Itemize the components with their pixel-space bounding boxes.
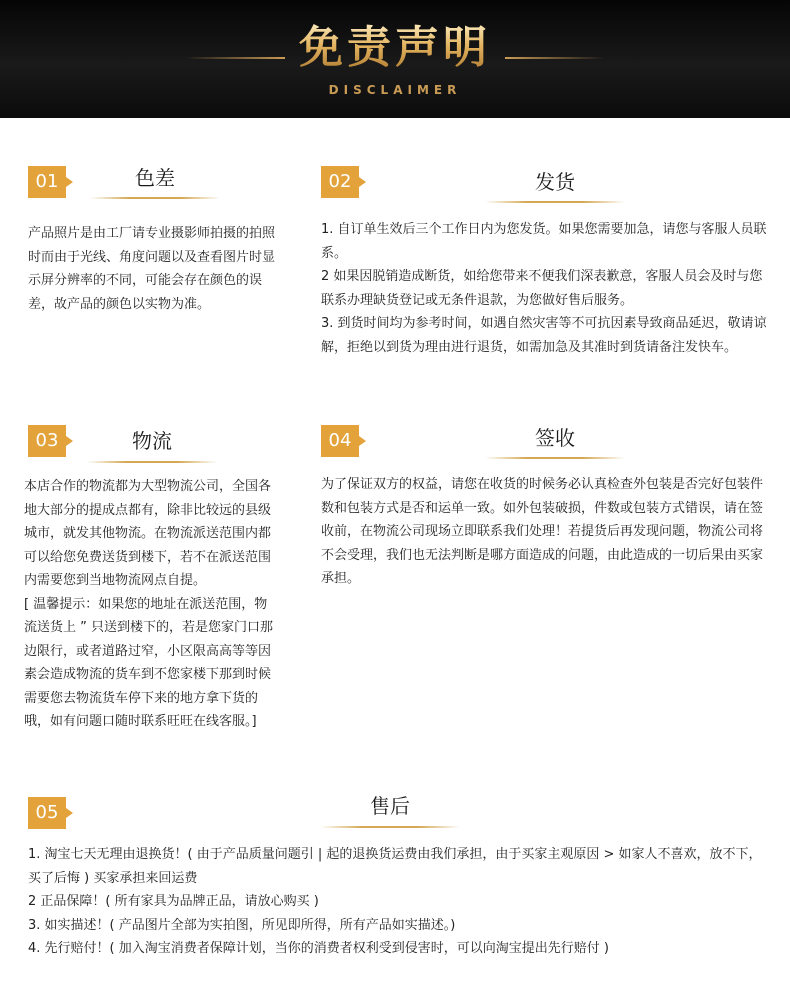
disclaimer-banner — [0, 0, 790, 118]
section-paragraph: 为了保证双方的权益，请您在收货的时候务必认真检查外包装是否完好包装件数和包装方式是否和运单一致。如外包装破损，件数或包装方式错误，请在签收前，在物流公司现场立即联系我们处理！若提货后再发现问题，物流公司将不会受理，我们也无法判断是哪方面造成的问题，由此造成的一切后果由买家承担。 — [321, 477, 764, 586]
section-heading: 售后 — [370, 794, 410, 818]
section-heading: 发货 — [535, 170, 575, 194]
section-paragraph: 3. 到货时间均为参考时间，如遇自然灾害等不可抗因素导致商品延迟，敬请谅解，拒绝以到货为理由进行退货，如需加急及其准时到货请备注发快车。 — [321, 316, 767, 355]
section-paragraph: 4. 先行赔付！( 加入淘宝消费者保障计划，当你的消费者权利受到侵害时，可以向淘宝提出先行赔付 ) — [28, 941, 609, 956]
section-heading: 色差 — [135, 166, 175, 190]
section-body — [28, 843, 768, 961]
heading-underline — [90, 197, 220, 199]
section-paragraph: 2 正品保障！( 所有家具为品牌正品，请放心购买 ) — [28, 894, 319, 909]
section-number: 01 — [28, 166, 66, 198]
heading-underline — [320, 826, 460, 828]
section-paragraph: 本店合作的物流都为大型物流公司，全国各地大部分的提成点都有，除非比较远的县级城市，就发其他物流。在物流派送范围内都可以给您免费送货到楼下，若不在派送范围内需要您到当地物流网点自提。 — [24, 479, 272, 588]
section-paragraph: 1. 自订单生效后三个工作日内为您发货。如果您需要加急，请您与客服人员联系。 — [321, 222, 767, 261]
section-paragraph: 1. 淘宝七天无理由退换货！( 由于产品质量问题引 | 起的退换货运费由我们承担，由于买家主观原因 > 如家人不喜欢，放不下，买了后悔 ) 买家承担来回运费 — [28, 847, 762, 886]
section-number: 04 — [321, 425, 359, 457]
section-paragraph: 3. 如实描述！( 产品图片全部为实拍图，所见即所得，所有产品如实描述。) — [28, 917, 456, 933]
section-body — [321, 218, 771, 359]
heading-underline — [87, 461, 217, 463]
heading-underline — [485, 457, 625, 459]
heading-underline — [485, 201, 625, 203]
section-body — [321, 473, 771, 591]
section-heading: 物流 — [132, 429, 172, 453]
section-heading: 签收 — [535, 426, 575, 450]
section-number: 05 — [28, 797, 66, 829]
banner-title: 免责声明 — [0, 20, 790, 76]
section-paragraph: [ 温馨提示：如果您的地址在派送范围，物流送货上 ” 只送到楼下的，若是您家门口那边限行，或者道路过窄，小区限高高等等因素会造成物流的货车到不您家楼下那到时候需要您去物流货车停下来的地方拿下货的哦，如有问题口随时联系旺旺在线客服。] — [24, 596, 273, 729]
section-number: 02 — [321, 166, 359, 198]
section-paragraph: 产品照片是由工厂请专业摄影师拍摄的拍照时而由于光线、角度问题以及查看图片时显示屏分辨率的不同，可能会存在颜色的误差，故产品的颜色以实物为准。 — [28, 226, 276, 312]
section-paragraph: 2 如果因脱销造成断货，如给您带来不便我们深表歉意，客服人员会及时与您联系办理缺货登记或无条件退款，为您做好售后服务。 — [321, 269, 763, 308]
section-body — [24, 475, 280, 734]
section-body — [28, 222, 278, 316]
section-number: 03 — [28, 425, 66, 457]
banner-subtitle: DISCLAIMER — [328, 83, 462, 97]
